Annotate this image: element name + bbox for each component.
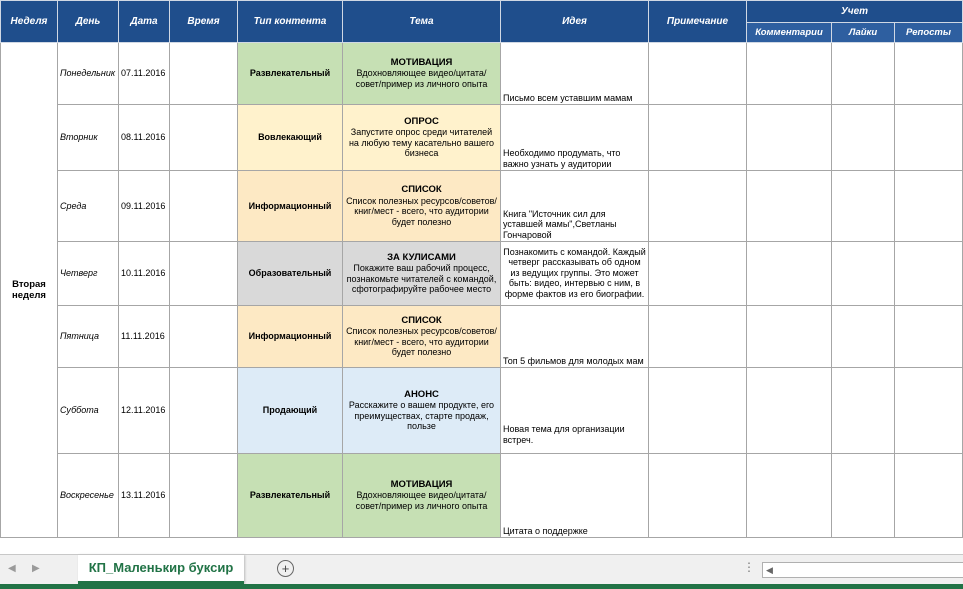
content-type-cell[interactable]: Продающий (238, 368, 343, 454)
idea-cell[interactable]: Необходимо продумать, что важно узнать у аудитории (501, 105, 649, 171)
likes-cell[interactable] (832, 105, 895, 171)
table-row (1, 454, 963, 538)
triangle-left-icon[interactable]: ◀ (8, 563, 16, 574)
topic-desc: Вдохновляющее видео/цитата/совет/пример из личного опыта (355, 490, 488, 511)
time-cell[interactable] (170, 242, 238, 306)
comments-cell[interactable] (747, 242, 832, 306)
reposts-cell[interactable] (895, 43, 963, 105)
sheet-tab-bar (0, 554, 963, 585)
idea-cell[interactable]: Цитата о поддержке (501, 454, 649, 538)
horizontal-scrollbar[interactable] (762, 562, 963, 578)
header-note[interactable]: Примечание (649, 1, 747, 43)
topic-cell[interactable] (343, 368, 501, 454)
day-cell[interactable]: Среда (58, 171, 119, 242)
header-content-type[interactable]: Тип контента (238, 1, 343, 43)
topic-title: МОТИВАЦИЯ (390, 56, 453, 68)
sheet-tab-active[interactable]: КП_Маленькир буксир (78, 555, 244, 584)
day-cell[interactable]: Суббота (58, 368, 119, 454)
comments-cell[interactable] (747, 171, 832, 242)
table-row (1, 105, 963, 171)
date-cell[interactable]: 09.11.2016 (119, 171, 170, 242)
topic-desc: Список полезных ресурсов/советов/книг/мест - всего, что аудитории будет полезно (346, 326, 497, 357)
header-reposts[interactable]: Репосты (895, 23, 963, 43)
topic-desc: Расскажите о вашем продукте, его преимуществах, старте продаж, пользе (348, 400, 495, 431)
topic-cell[interactable] (343, 454, 501, 538)
note-cell[interactable] (649, 454, 747, 538)
date-cell[interactable]: 07.11.2016 (119, 43, 170, 105)
date-cell[interactable]: 11.11.2016 (119, 306, 170, 368)
day-cell[interactable]: Четверг (58, 242, 119, 306)
comments-cell[interactable] (747, 454, 832, 538)
topic-title: ЗА КУЛИСАМИ (387, 251, 456, 263)
topic-title: МОТИВАЦИЯ (390, 478, 453, 490)
topic-title: ОПРОС (404, 115, 439, 127)
topic-desc: Покажите ваш рабочий процесс, познакомьте читателей с командой, сфотографируйте рабочее место (346, 263, 497, 294)
likes-cell[interactable] (832, 171, 895, 242)
time-cell[interactable] (170, 368, 238, 454)
triangle-right-icon[interactable]: ▶ (32, 563, 40, 574)
time-cell[interactable] (170, 454, 238, 538)
day-cell[interactable]: Вторник (58, 105, 119, 171)
scroll-left-icon[interactable]: ◀ (766, 565, 773, 575)
content-type-cell[interactable]: Образовательный (238, 242, 343, 306)
topic-title: СПИСОК (401, 184, 442, 195)
header-time[interactable]: Время (170, 1, 238, 43)
table-row (1, 171, 963, 242)
note-cell[interactable] (649, 306, 747, 368)
content-type-cell[interactable]: Информационный (238, 171, 343, 242)
status-bar (0, 584, 963, 589)
header-week[interactable]: Неделя (1, 1, 58, 43)
topic-title: СПИСОК (401, 314, 442, 326)
date-cell[interactable]: 10.11.2016 (119, 242, 170, 306)
topic-title: АНОНС (404, 388, 439, 400)
week-cell[interactable]: Вторая неделя (1, 43, 58, 538)
header-date[interactable]: Дата (119, 1, 170, 43)
topic-cell[interactable] (343, 105, 501, 171)
date-cell[interactable]: 08.11.2016 (119, 105, 170, 171)
header-idea[interactable]: Идея (501, 1, 649, 43)
likes-cell[interactable] (832, 454, 895, 538)
time-cell[interactable] (170, 43, 238, 105)
header-likes[interactable]: Лайки (832, 23, 895, 43)
table-row (1, 43, 963, 105)
date-cell[interactable]: 12.11.2016 (119, 368, 170, 454)
topic-cell[interactable] (343, 171, 501, 242)
day-cell[interactable]: Пятница (58, 306, 119, 368)
note-cell[interactable] (649, 368, 747, 454)
date-cell[interactable]: 13.11.2016 (119, 454, 170, 538)
comments-cell[interactable] (747, 43, 832, 105)
comments-cell[interactable] (747, 368, 832, 454)
topic-desc: Запустите опрос среди читателей на любую тему касательно вашего бизнеса (348, 127, 495, 158)
note-cell[interactable] (649, 105, 747, 171)
time-cell[interactable] (170, 105, 238, 171)
reposts-cell[interactable] (895, 454, 963, 538)
note-cell[interactable] (649, 43, 747, 105)
likes-cell[interactable] (832, 306, 895, 368)
table-row (1, 368, 963, 454)
header-comments[interactable]: Комментарии (747, 23, 832, 43)
header-tracking[interactable]: Учет (747, 1, 963, 23)
likes-cell[interactable] (832, 43, 895, 105)
reposts-cell[interactable] (895, 368, 963, 454)
topic-cell[interactable] (343, 242, 501, 306)
idea-cell[interactable]: Письмо всем уставшим мамам (501, 43, 649, 105)
more-dots-icon[interactable]: ⋮ (743, 560, 755, 574)
header-day[interactable]: День (58, 1, 119, 43)
reposts-cell[interactable] (895, 306, 963, 368)
idea-cell[interactable]: Новая тема для организации встреч. (501, 368, 649, 454)
idea-cell[interactable]: Топ 5 фильмов для молодых мам (501, 306, 649, 368)
content-type-cell[interactable]: Информационный (238, 306, 343, 368)
plus-circle-icon[interactable]: + (277, 560, 294, 577)
time-cell[interactable] (170, 171, 238, 242)
reposts-cell[interactable] (895, 242, 963, 306)
note-cell[interactable] (649, 242, 747, 306)
table-row (1, 306, 963, 368)
likes-cell[interactable] (832, 368, 895, 454)
idea-cell[interactable]: Познакомить с командой. Каждый четверг рассказывать об одном из ведущих группы. Это может быть: видео, интервью с ним, в форме фактов из его биографии. (501, 242, 649, 306)
idea-cell[interactable]: Книга "Источник сил для уставшей мамы",Светланы Гончаровой (501, 171, 649, 242)
content-type-cell[interactable]: Развлекательный (238, 43, 343, 105)
note-cell[interactable] (649, 171, 747, 242)
topic-cell[interactable] (343, 43, 501, 105)
content-type-cell[interactable]: Вовлекающий (238, 105, 343, 171)
day-cell[interactable]: Воскресенье (58, 454, 119, 538)
comments-cell[interactable] (747, 105, 832, 171)
topic-desc: Список полезных ресурсов/советов/книг/мест - всего, что аудитории будет полезно (346, 195, 497, 227)
topic-desc: Вдохновляющее видео/цитата/совет/пример из личного опыта (355, 68, 488, 89)
content-type-cell[interactable]: Развлекательный (238, 454, 343, 538)
header-topic[interactable]: Тема (343, 1, 501, 43)
day-cell[interactable]: Понедельник (58, 43, 119, 105)
time-cell[interactable] (170, 306, 238, 368)
likes-cell[interactable] (832, 242, 895, 306)
topic-cell[interactable] (343, 306, 501, 368)
reposts-cell[interactable] (895, 171, 963, 242)
table-row (1, 242, 963, 306)
comments-cell[interactable] (747, 306, 832, 368)
reposts-cell[interactable] (895, 105, 963, 171)
